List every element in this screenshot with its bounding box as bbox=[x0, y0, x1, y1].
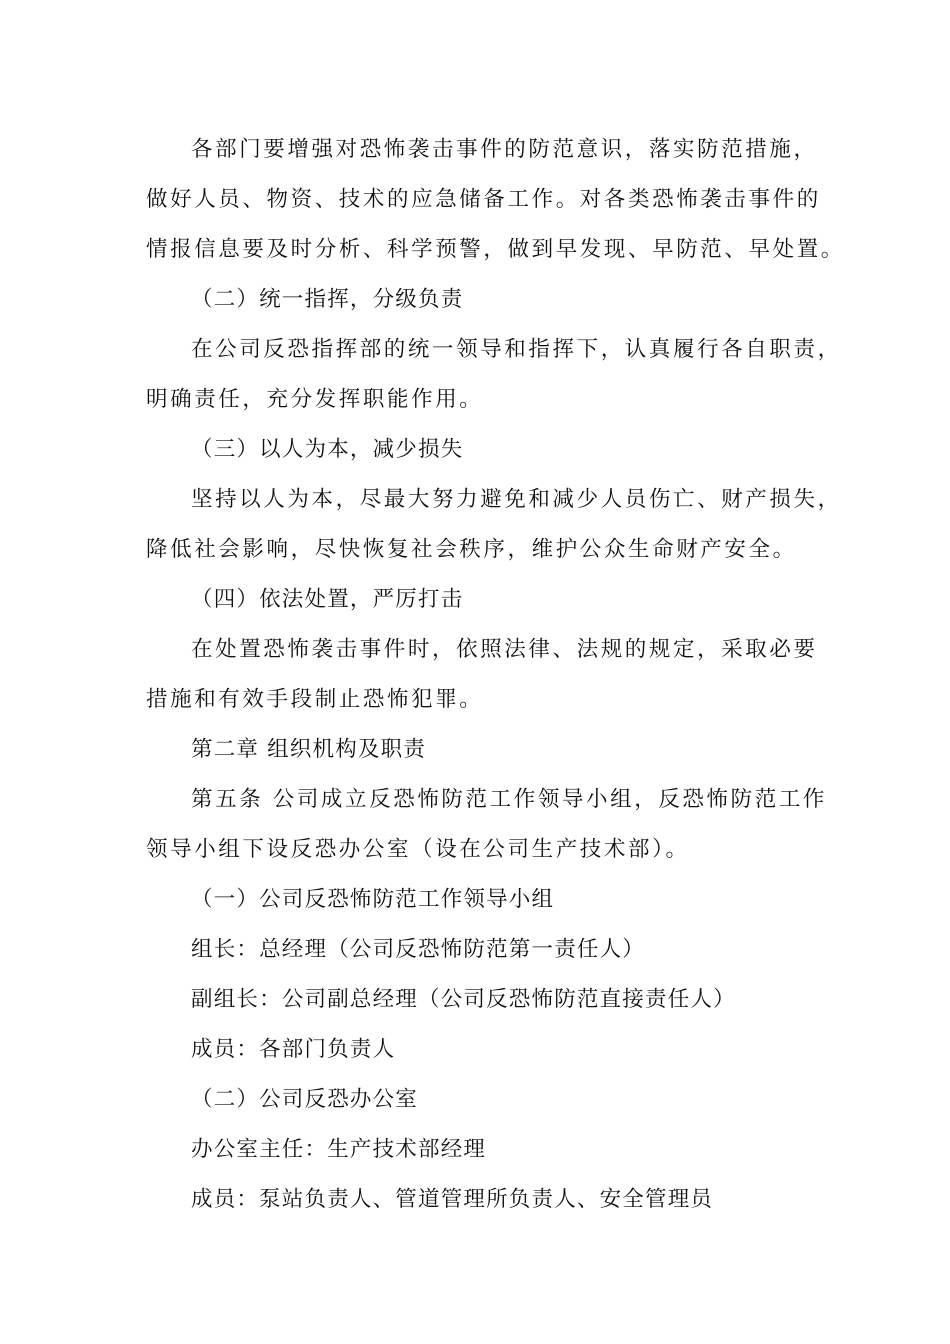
role-line: 组长：总经理（公司反恐怖防范第一责任人） bbox=[191, 937, 646, 962]
section-heading: （二）统一指挥，分级负责 bbox=[191, 287, 464, 312]
paragraph-line: 在处置恐怖袭击事件时，依照法律、法规的规定，采取必要 bbox=[191, 637, 818, 662]
section-heading: （一）公司反恐怖防范工作领导小组 bbox=[191, 887, 555, 912]
role-line: 副组长：公司副总经理（公司反恐怖防范直接责任人） bbox=[191, 987, 736, 1012]
paragraph-line: 措施和有效手段制止恐怖犯罪。 bbox=[146, 687, 484, 712]
paragraph-line: 降低社会影响，尽快恢复社会秩序，维护公众生命财产安全。 bbox=[146, 537, 797, 562]
paragraph-line: 各部门要增强对恐怖袭击事件的防范意识，落实防范措施， bbox=[191, 137, 818, 162]
section-heading: （四）依法处置，严厉打击 bbox=[191, 587, 464, 612]
section-heading: （三）以人为本，减少损失 bbox=[191, 437, 464, 462]
paragraph-line: 明确责任，充分发挥职能作用。 bbox=[146, 387, 484, 412]
section-heading: （二）公司反恐办公室 bbox=[191, 1087, 419, 1112]
paragraph-line: 做好人员、物资、技术的应急储备工作。对各类恐怖袭击事件的 bbox=[146, 187, 821, 212]
paragraph-line: 坚持以人为本，尽最大努力避免和减少人员伤亡、财产损失， bbox=[191, 487, 842, 512]
role-line: 办公室主任：生产技术部经理 bbox=[191, 1137, 487, 1162]
role-line: 成员：泵站负责人、管道管理所负责人、安全管理员 bbox=[191, 1187, 714, 1212]
article-line: 第五条 公司成立反恐怖防范工作领导小组，反恐怖防范工作 bbox=[191, 787, 828, 812]
chapter-heading: 第二章 组织机构及职责 bbox=[191, 737, 427, 762]
paragraph-line: 情报信息要及时分析、科学预警，做到早发现、早防范、早处置。 bbox=[146, 237, 845, 262]
paragraph-line: 领导小组下设反恐办公室（设在公司生产技术部）。 bbox=[146, 837, 690, 862]
paragraph-line: 在公司反恐指挥部的统一领导和指挥下，认真履行各自职责， bbox=[191, 337, 842, 362]
role-line: 成员：各部门负责人 bbox=[191, 1037, 396, 1062]
